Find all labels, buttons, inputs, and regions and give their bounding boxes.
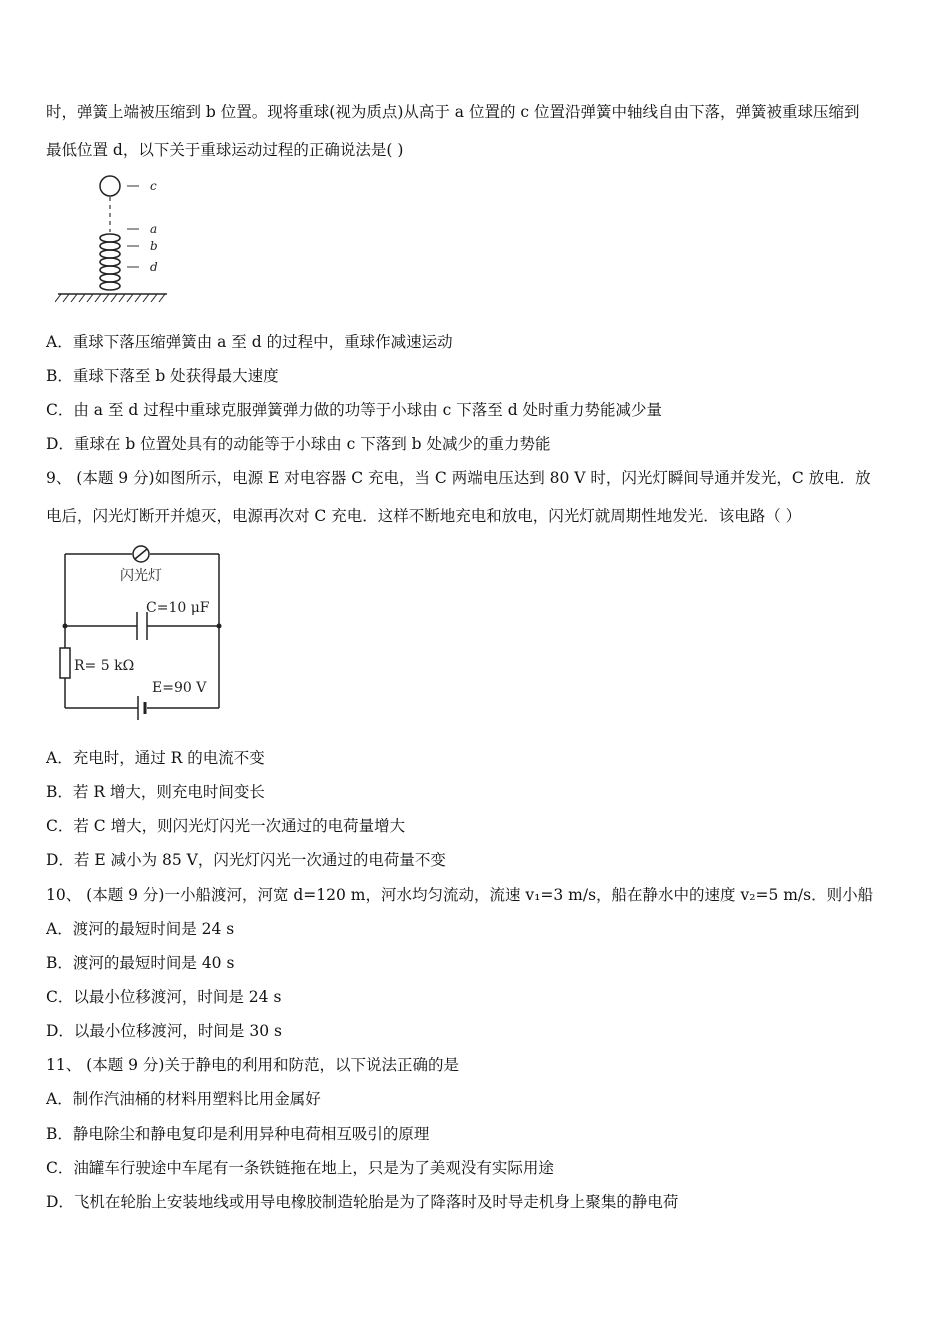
label-a: a: [150, 222, 158, 236]
q10-option-d: D．以最小位移渡河，时间是 30 s: [46, 1022, 282, 1040]
lamp-label: 闪光灯: [120, 568, 162, 584]
ground-hatch: [55, 294, 165, 302]
ball-shape: [100, 176, 120, 196]
capacitor-label: C=10 μF: [146, 600, 210, 616]
q10-option-c: C．以最小位移渡河，时间是 24 s: [46, 988, 282, 1006]
resistor-symbol: [60, 648, 70, 678]
label-d: d: [150, 260, 158, 274]
q9-option-c: C．若 C 增大，则闪光灯闪光一次通过的电荷量增大: [46, 817, 406, 835]
q8-option-a: A．重球下落压缩弹簧由 a 至 d 的过程中，重球作减速运动: [46, 333, 453, 351]
q10-option-a: A．渡河的最短时间是 24 s: [46, 920, 235, 938]
circuit-figure: [46, 540, 226, 725]
q10-stem: 10、 (本题 9 分)一小船渡河，河宽 d=120 m，河水均匀流动，流速 v₁=3 m/s，船在静水中的速度 v₂=5 m/s．则小船: [46, 886, 874, 904]
source-label: E=90 V: [152, 680, 207, 696]
q8-option-d: D．重球在 b 位置处具有的动能等于小球由 c 下落到 b 处减少的重力势能: [46, 435, 551, 453]
q9-option-a: A．充电时，通过 R 的电流不变: [46, 749, 265, 767]
q11-option-d: D．飞机在轮胎上安装地线或用导电橡胶制造轮胎是为了降落时及时导走机身上聚集的静电荷: [46, 1193, 679, 1211]
q8-stem-line-1: 时，弹簧上端被压缩到 b 位置。现将重球(视为质点)从高于 a 位置的 c 位置沿弹簧中轴线自由下落，弹簧被重球压缩到: [46, 103, 860, 121]
q10-option-b: B．渡河的最短时间是 40 s: [46, 954, 235, 972]
label-c: c: [150, 179, 157, 193]
q9-stem-line-2: 电后，闪光灯断开并熄灭，电源再次对 C 充电．这样不断地充电和放电，闪光灯就周期性地发光．该电路（ ）: [46, 507, 802, 525]
q8-option-c: C．由 a 至 d 过程中重球克服弹簧弹力做的功等于小球由 c 下落至 d 处时重力势能减少量: [46, 401, 663, 419]
q8-stem-line-2: 最低位置 d，以下关于重球运动过程的正确说法是( ): [46, 141, 404, 159]
q11-option-a: A．制作汽油桶的材料用塑料比用金属好: [46, 1090, 321, 1108]
q9-stem-line-1: 9、 (本题 9 分)如图所示，电源 E 对电容器 C 充电，当 C 两端电压达到 80 V 时，闪光灯瞬间导通并发光，C 放电．放: [46, 469, 871, 487]
q11-stem: 11、 (本题 9 分)关于静电的利用和防范，以下说法正确的是: [46, 1056, 459, 1074]
label-b: b: [150, 239, 158, 253]
q11-option-b: B．静电除尘和静电复印是利用异种电荷相互吸引的原理: [46, 1125, 430, 1143]
q11-option-c: C．油罐车行驶途中车尾有一条铁链拖在地上，只是为了美观没有实际用途: [46, 1159, 554, 1177]
q8-option-b: B．重球下落至 b 处获得最大速度: [46, 367, 279, 385]
resistor-label: R= 5 kΩ: [74, 658, 135, 674]
q9-option-d: D．若 E 减小为 85 V，闪光灯闪光一次通过的电荷量不变: [46, 851, 446, 869]
q9-option-b: B．若 R 增大，则充电时间变长: [46, 783, 265, 801]
spring-ball-figure: [55, 170, 180, 305]
spring-shape: [100, 234, 120, 290]
